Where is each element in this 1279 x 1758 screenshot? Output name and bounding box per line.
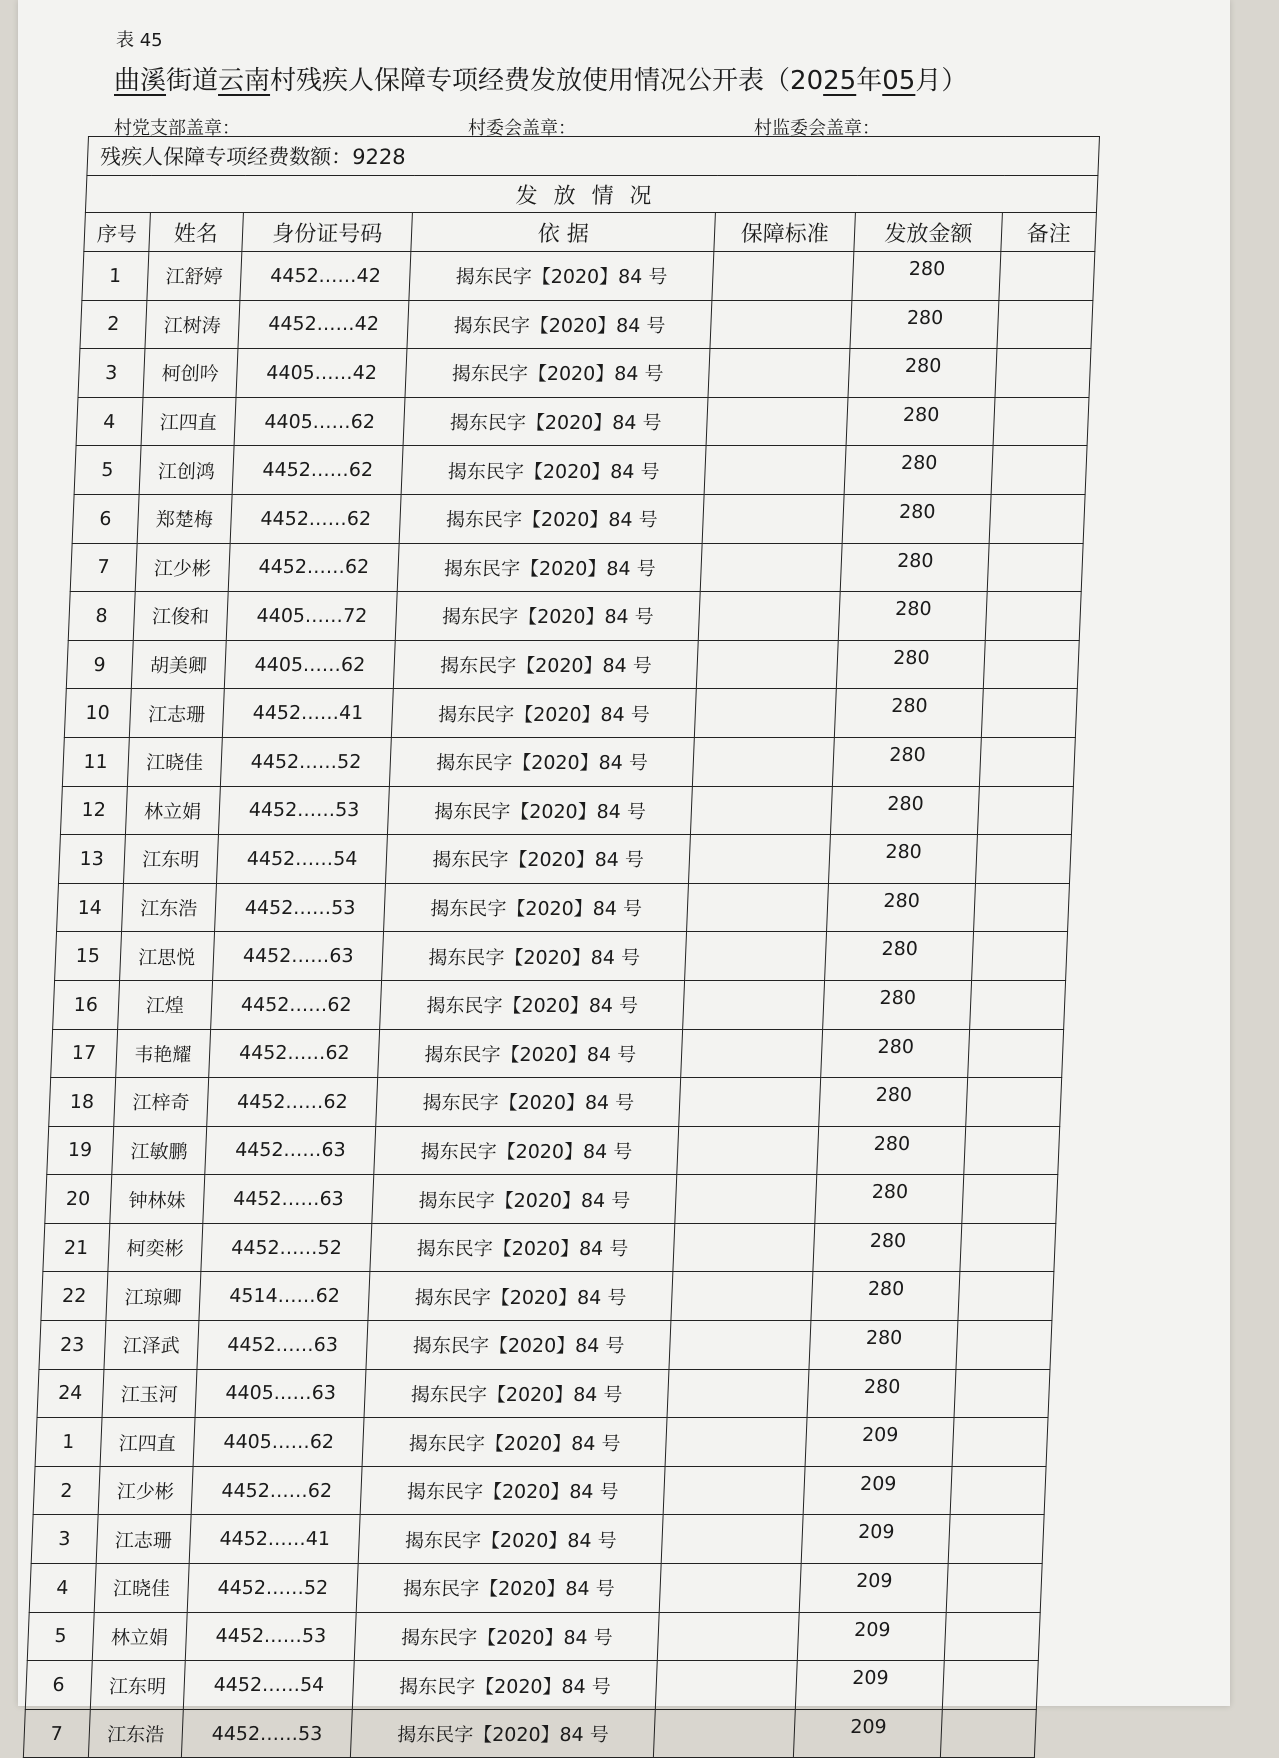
cell-index: 11: [62, 737, 129, 786]
cell-basis: 揭东民字【2020】84 号: [386, 835, 691, 884]
cell-standard: [661, 1515, 803, 1564]
cell-basis: 揭东民字【2020】84 号: [366, 1321, 671, 1370]
cell-note: [999, 252, 1095, 301]
table-row: [70, 543, 1083, 592]
cell-name: 江琼卿: [105, 1272, 200, 1321]
cell-index: 1: [82, 252, 149, 301]
cell-standard: [704, 446, 846, 495]
cell-id: 4452……41: [222, 689, 393, 738]
table-row: [55, 932, 1068, 981]
cell-standard: [712, 252, 854, 301]
cell-standard: [681, 1029, 823, 1078]
table-row: [29, 1564, 1042, 1613]
cell-note: [941, 1709, 1037, 1758]
cell-note: [988, 543, 1084, 592]
title-town: 曲溪: [114, 66, 167, 96]
cell-index: 20: [45, 1175, 112, 1224]
cell-standard: [693, 737, 835, 786]
cell-amount: 280: [843, 494, 992, 543]
cell-basis: 揭东民字【2020】84 号: [353, 1661, 658, 1710]
committee-seal-label: 村委会盖章：: [468, 118, 576, 139]
table-row: [31, 1515, 1044, 1564]
cell-index: 2: [33, 1466, 100, 1515]
cell-name: 江泽武: [104, 1321, 199, 1370]
cell-id: 4452……62: [191, 1466, 362, 1515]
cell-id: 4452……62: [230, 494, 401, 543]
cell-note: [970, 980, 1066, 1029]
cell-name: 江俊和: [133, 592, 228, 641]
cell-index: 14: [57, 883, 124, 932]
cell-id: 4452……52: [187, 1564, 358, 1613]
cell-amount: 280: [815, 1175, 964, 1224]
cell-id: 4452……63: [203, 1175, 374, 1224]
cell-standard: [698, 592, 840, 641]
fund-amount: 残疾人保障专项经费数额：9228: [87, 137, 1100, 176]
cell-note: [950, 1466, 1046, 1515]
title-town-suffix: 街道: [166, 66, 219, 96]
table-row: [43, 1223, 1056, 1272]
cell-basis: 揭东民字【2020】84 号: [380, 980, 685, 1029]
cell-name: 江晓佳: [127, 737, 222, 786]
cell-basis: 揭东民字【2020】84 号: [384, 883, 689, 932]
cell-standard: [710, 300, 852, 349]
cell-note: [964, 1126, 1060, 1175]
cell-standard: [683, 980, 825, 1029]
cell-name: 江东明: [123, 835, 218, 884]
supervision-seal-label: 村监委会盖章：: [754, 118, 880, 139]
cell-basis: 揭东民字【2020】84 号: [390, 737, 695, 786]
cell-basis: 揭东民字【2020】84 号: [360, 1466, 665, 1515]
cell-basis: 揭东民字【2020】84 号: [370, 1223, 675, 1272]
table-row: [51, 1029, 1064, 1078]
cell-id: 4452……62: [207, 1078, 378, 1127]
cell-amount: 280: [846, 397, 995, 446]
table-row: [25, 1661, 1038, 1710]
table-row: [72, 494, 1085, 543]
cell-basis: 揭东民字【2020】84 号: [362, 1418, 667, 1467]
cell-standard: [687, 883, 829, 932]
cell-index: 12: [60, 786, 127, 835]
cell-note: [943, 1661, 1039, 1710]
cell-index: 19: [47, 1126, 114, 1175]
cell-id: 4452……63: [205, 1126, 376, 1175]
cell-amount: 280: [817, 1126, 966, 1175]
cell-id: 4405……72: [226, 592, 397, 641]
page-title: [114, 60, 967, 97]
cell-name: 江四直: [100, 1418, 195, 1467]
cell-index: 22: [41, 1272, 108, 1321]
cell-index: 10: [64, 689, 131, 738]
cell-index: 2: [80, 300, 147, 349]
cell-index: 13: [58, 835, 125, 884]
title-year-end: 25: [823, 66, 857, 96]
cell-name: 江梓奇: [113, 1078, 208, 1127]
cell-name: 江四直: [141, 397, 236, 446]
cell-index: 7: [23, 1709, 90, 1758]
cell-standard: [657, 1612, 799, 1661]
cell-basis: 揭东民字【2020】84 号: [409, 252, 714, 301]
table-row: [60, 786, 1073, 835]
table-row: [33, 1466, 1046, 1515]
cell-basis: 揭东民字【2020】84 号: [392, 689, 697, 738]
cell-name: 江煌: [117, 980, 212, 1029]
cell-note: [976, 835, 1072, 884]
cell-index: 21: [43, 1223, 110, 1272]
cell-id: 4452……63: [197, 1321, 368, 1370]
cell-note: [958, 1272, 1054, 1321]
cell-basis: 揭东民字【2020】84 号: [368, 1272, 673, 1321]
cell-standard: [675, 1175, 817, 1224]
cell-note: [982, 689, 1078, 738]
cell-standard: [685, 932, 827, 981]
cell-index: 4: [76, 397, 143, 446]
cell-index: 4: [29, 1564, 96, 1613]
cell-note: [966, 1078, 1062, 1127]
table-row: [27, 1612, 1040, 1661]
cell-note: [952, 1418, 1048, 1467]
cell-note: [945, 1612, 1041, 1661]
cell-id: 4514……62: [199, 1272, 370, 1321]
cell-amount: 280: [819, 1078, 968, 1127]
cell-basis: 揭东民字【2020】84 号: [364, 1369, 669, 1418]
cell-note: [972, 932, 1068, 981]
cell-standard: [659, 1564, 801, 1613]
table-row: [62, 737, 1075, 786]
cell-amount: 209: [804, 1466, 953, 1515]
cell-standard: [702, 494, 844, 543]
cell-basis: 揭东民字【2020】84 号: [388, 786, 693, 835]
cell-amount: 209: [802, 1515, 951, 1564]
cell-index: 18: [49, 1078, 116, 1127]
cell-id: 4452……54: [217, 835, 388, 884]
cell-amount: 280: [829, 835, 978, 884]
cell-basis: 揭东民字【2020】84 号: [401, 446, 706, 495]
cell-standard: [691, 786, 833, 835]
table-row: [35, 1418, 1048, 1467]
title-month-label: 月）: [915, 66, 968, 96]
cell-basis: 揭东民字【2020】84 号: [399, 494, 704, 543]
header-name: 姓名: [148, 213, 243, 252]
cell-standard: [708, 349, 850, 398]
cell-id: 4452……53: [215, 883, 386, 932]
cell-name: 江创鸿: [139, 446, 234, 495]
cell-name: 林立娟: [92, 1612, 187, 1661]
table-row: [53, 980, 1066, 1029]
cell-index: 1: [35, 1418, 102, 1467]
table-row: [78, 349, 1091, 398]
header-basis: 依 据: [411, 213, 715, 252]
cell-id: 4452……62: [232, 446, 403, 495]
cell-index: 23: [39, 1321, 106, 1370]
cell-id: 4452……63: [213, 932, 384, 981]
cell-standard: [679, 1078, 821, 1127]
cell-amount: 280: [821, 1029, 970, 1078]
cell-index: 24: [37, 1369, 104, 1418]
disbursement-table: [23, 136, 1100, 1758]
cell-note: [980, 737, 1076, 786]
cell-basis: 揭东民字【2020】84 号: [382, 932, 687, 981]
cell-index: 5: [74, 446, 141, 495]
fund-amount-row: [87, 137, 1100, 176]
cell-index: 6: [25, 1661, 92, 1710]
cell-name: 江志珊: [96, 1515, 191, 1564]
cell-standard: [673, 1223, 815, 1272]
title-village: 云南: [218, 66, 271, 96]
cell-id: 4452……42: [240, 252, 411, 301]
cell-name: 江敏鹏: [111, 1126, 206, 1175]
table-row: [66, 640, 1079, 689]
cell-name: 柯创吟: [143, 349, 238, 398]
cell-note: [954, 1369, 1050, 1418]
cell-amount: 280: [841, 543, 990, 592]
cell-id: 4452……53: [185, 1612, 356, 1661]
cell-amount: 280: [813, 1223, 962, 1272]
cell-amount: 209: [800, 1564, 949, 1613]
table-row: [57, 883, 1070, 932]
cell-index: 9: [66, 640, 133, 689]
cell-note: [986, 592, 1082, 641]
cell-name: 郑楚梅: [137, 494, 232, 543]
cell-amount: 209: [794, 1709, 943, 1758]
cell-name: 江树涛: [145, 300, 240, 349]
cell-note: [962, 1175, 1058, 1224]
cell-note: [991, 446, 1087, 495]
table-row: [45, 1175, 1058, 1224]
cell-id: 4405……62: [224, 640, 395, 689]
cell-amount: 280: [831, 786, 980, 835]
cell-basis: 揭东民字【2020】84 号: [397, 543, 702, 592]
cell-amount: 280: [839, 592, 988, 641]
cell-name: 江舒婷: [146, 252, 241, 301]
cell-standard: [706, 397, 848, 446]
column-header-row: [84, 213, 1097, 252]
cell-id: 4405……42: [236, 349, 407, 398]
table-row: [39, 1321, 1052, 1370]
cell-name: 林立娟: [125, 786, 220, 835]
cell-index: 16: [53, 980, 120, 1029]
cell-name: 江志珊: [129, 689, 224, 738]
table-row: [23, 1709, 1036, 1758]
cell-index: 3: [78, 349, 145, 398]
cell-basis: 揭东民字【2020】84 号: [378, 1029, 683, 1078]
cell-basis: 揭东民字【2020】84 号: [357, 1564, 662, 1613]
cell-index: 7: [70, 543, 137, 592]
table-row: [74, 446, 1087, 495]
cell-id: 4405……62: [234, 397, 405, 446]
cell-id: 4452……41: [189, 1515, 360, 1564]
table-row: [80, 300, 1093, 349]
header-id: 身份证号码: [242, 213, 413, 252]
cell-index: 15: [55, 932, 122, 981]
cell-index: 17: [51, 1029, 118, 1078]
title-main: 村残疾人保障专项经费发放使用情况公开表（20: [270, 66, 824, 96]
cell-note: [947, 1564, 1043, 1613]
table-row: [64, 689, 1077, 738]
cell-name: 江少彬: [135, 543, 230, 592]
title-year-label: 年: [856, 66, 883, 96]
cell-amount: 280: [833, 737, 982, 786]
cell-standard: [689, 835, 831, 884]
cell-note: [949, 1515, 1045, 1564]
cell-standard: [667, 1369, 809, 1418]
table-row: [76, 397, 1089, 446]
cell-basis: 揭东民字【2020】84 号: [374, 1126, 679, 1175]
cell-index: 3: [31, 1515, 98, 1564]
cell-standard: [665, 1418, 807, 1467]
cell-id: 4452……54: [183, 1661, 354, 1710]
cell-id: 4405……62: [193, 1418, 364, 1467]
cell-note: [978, 786, 1074, 835]
cell-id: 4452……42: [238, 300, 409, 349]
cell-basis: 揭东民字【2020】84 号: [358, 1515, 663, 1564]
table-row: [68, 592, 1081, 641]
cell-basis: 揭东民字【2020】84 号: [372, 1175, 677, 1224]
cell-standard: [653, 1709, 795, 1758]
header-index: 序号: [84, 213, 150, 252]
cell-id: 4452……52: [201, 1223, 372, 1272]
cell-standard: [655, 1661, 797, 1710]
cell-name: 江少彬: [98, 1466, 193, 1515]
cell-id: 4452……62: [211, 980, 382, 1029]
cell-standard: [663, 1466, 805, 1515]
cell-basis: 揭东民字【2020】84 号: [407, 300, 712, 349]
cell-note: [984, 640, 1080, 689]
cell-note: [993, 397, 1089, 446]
cell-standard: [696, 640, 838, 689]
cell-amount: 280: [811, 1272, 960, 1321]
cell-amount: 209: [796, 1661, 945, 1710]
table-row: [47, 1126, 1060, 1175]
table-row: [58, 835, 1071, 884]
cell-name: 江东明: [90, 1661, 185, 1710]
cell-id: 4452……53: [181, 1709, 352, 1758]
header-amount: 发放金额: [854, 213, 1003, 252]
cell-amount: 280: [848, 349, 997, 398]
title-month: 05: [882, 66, 916, 96]
cell-id: 4405……63: [195, 1369, 366, 1418]
table-row: [37, 1369, 1050, 1418]
cell-amount: 280: [827, 883, 976, 932]
cell-name: 江思悦: [119, 932, 214, 981]
cell-index: 6: [72, 494, 139, 543]
section-header-row: [85, 176, 1097, 213]
cell-note: [974, 883, 1070, 932]
cell-amount: 280: [850, 300, 999, 349]
cell-name: 江东浩: [88, 1709, 183, 1758]
cell-note: [995, 349, 1091, 398]
cell-amount: 280: [852, 252, 1001, 301]
cell-index: 5: [27, 1612, 94, 1661]
header-standard: 保障标准: [714, 213, 856, 252]
cell-id: 4452……53: [219, 786, 390, 835]
table-row: [49, 1078, 1062, 1127]
cell-note: [956, 1321, 1052, 1370]
cell-amount: 280: [823, 980, 972, 1029]
form-number: 表 45: [116, 30, 163, 51]
cell-note: [997, 300, 1093, 349]
cell-basis: 揭东民字【2020】84 号: [396, 592, 701, 641]
table-row: [82, 252, 1095, 301]
cell-standard: [677, 1126, 819, 1175]
cell-id: 4452……62: [209, 1029, 380, 1078]
header-note: 备注: [1001, 213, 1096, 252]
cell-name: 柯奕彬: [107, 1223, 202, 1272]
cell-amount: 280: [825, 932, 974, 981]
cell-amount: 280: [809, 1321, 958, 1370]
cell-amount: 209: [805, 1418, 954, 1467]
cell-name: 韦艳耀: [115, 1029, 210, 1078]
cell-basis: 揭东民字【2020】84 号: [376, 1078, 681, 1127]
cell-name: 钟林妹: [109, 1175, 204, 1224]
party-branch-seal-label: 村党支部盖章：: [114, 118, 240, 139]
cell-amount: 209: [798, 1612, 947, 1661]
cell-note: [968, 1029, 1064, 1078]
cell-name: 江晓佳: [94, 1564, 189, 1613]
cell-index: 8: [68, 592, 135, 641]
cell-amount: 280: [807, 1369, 956, 1418]
cell-note: [990, 494, 1086, 543]
disbursement-table-wrapper: [23, 136, 1100, 1758]
cell-amount: 280: [835, 689, 984, 738]
cell-amount: 280: [845, 446, 994, 495]
cell-basis: 揭东民字【2020】84 号: [405, 349, 710, 398]
cell-name: 胡美卿: [131, 640, 226, 689]
seal-line: [114, 114, 1114, 138]
cell-name: 江东浩: [121, 883, 216, 932]
cell-id: 4452……52: [220, 737, 391, 786]
table-row: [41, 1272, 1054, 1321]
cell-basis: 揭东民字【2020】84 号: [351, 1709, 656, 1758]
section-header: 发放情况: [85, 176, 1097, 213]
cell-standard: [669, 1321, 811, 1370]
document-page: [18, 0, 1230, 1747]
cell-amount: 280: [837, 640, 986, 689]
cell-id: 4452……62: [228, 543, 399, 592]
cell-standard: [694, 689, 836, 738]
cell-standard: [671, 1272, 813, 1321]
cell-basis: 揭东民字【2020】84 号: [355, 1612, 660, 1661]
cell-note: [960, 1223, 1056, 1272]
cell-name: 江玉河: [102, 1369, 197, 1418]
cell-standard: [700, 543, 842, 592]
cell-basis: 揭东民字【2020】84 号: [403, 397, 708, 446]
cell-basis: 揭东民字【2020】84 号: [394, 640, 699, 689]
